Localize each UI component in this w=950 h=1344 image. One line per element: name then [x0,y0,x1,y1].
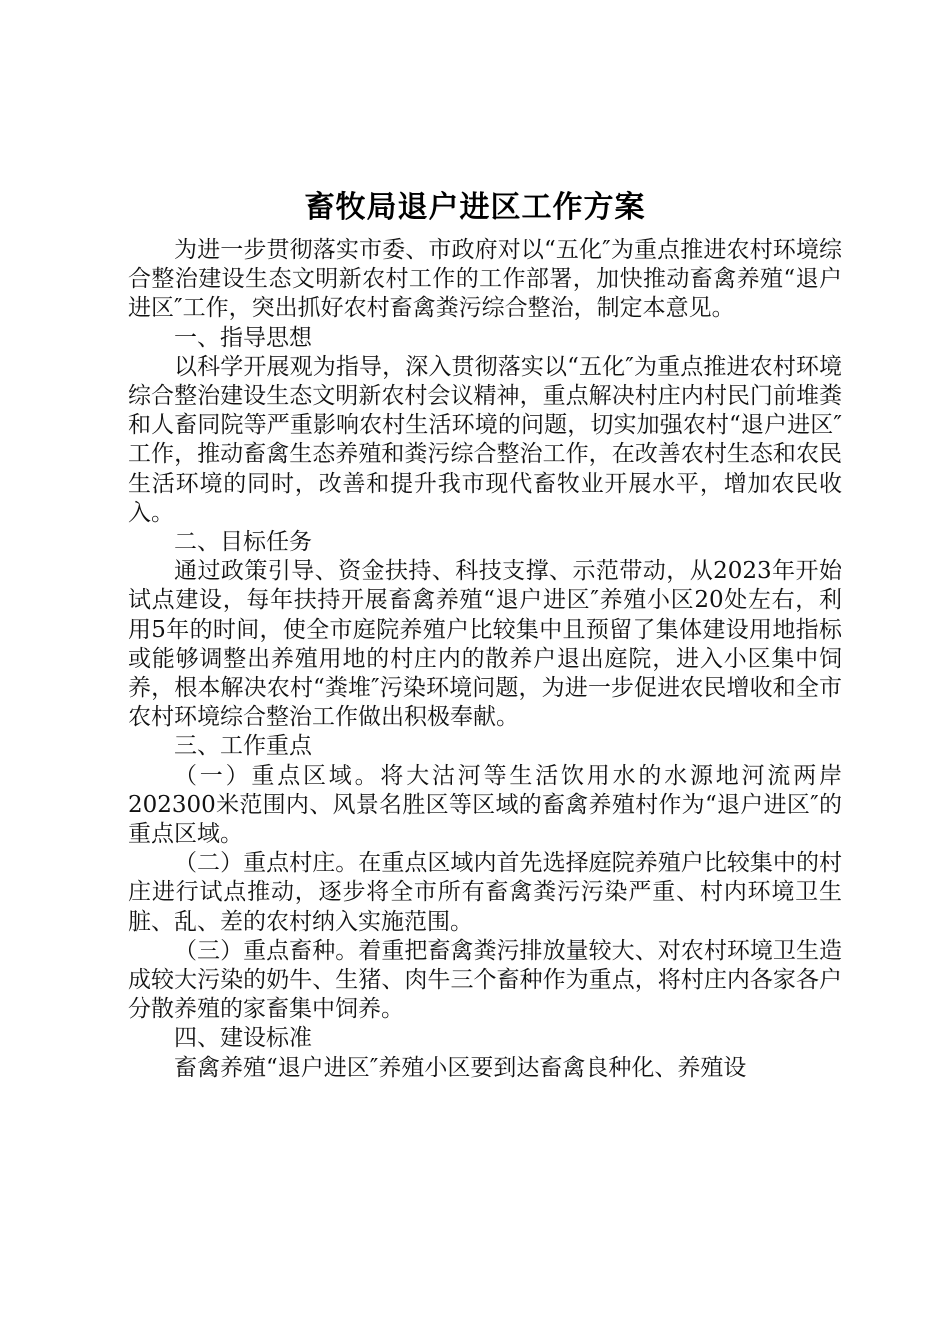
key-species-paragraph: （三）重点畜种。着重把畜禽粪污排放量较大、对农村环境卫生造成较大污染的奶牛、生猪、肉牛三个畜种作为重点，将村庄内各家各户分散养殖的家畜集中饲养。 [128,937,842,1023]
section-heading-goals: 二、目标任务 [174,529,312,556]
goals-paragraph: 通过政策引导、资金扶持、科技支撑、示范带动，从2023年开始试点建设，每年扶持开展畜禽养殖“退户进区″养殖小区20处左右，利用5年的时间，使全市庭院养殖户比较集中且预留了集体建设用地指标或能够调整出养殖用地的村庄内的散养户退出庭院，进入小区集中饲养，根本解决农村“粪堆″污染环境问题，为进一步促进农民增收和全市农村环境综合整治工作做出积极奉献。 [128,558,842,731]
section-heading-standards: 四、建设标准 [174,1025,312,1052]
document-title: 畜牧局退户进区工作方案 [304,190,646,225]
key-areas-paragraph: （一）重点区域。将大沽河等生活饮用水的水源地河流两岸202300米范围内、风景名胜区等区域的畜禽养殖村作为“退户进区″的重点区域。 [128,762,842,848]
intro-paragraph: 为进一步贯彻落实市委、市政府对以“五化″为重点推进农村环境综合整治建设生态文明新农村工作的工作部署，加快推动畜禽养殖“退户进区″工作，突出抓好农村畜禽粪污综合整治，制定本意见。 [128,237,842,322]
section-heading-guiding-ideology: 一、指导思想 [174,324,312,351]
key-villages-paragraph: （二）重点村庄。在重点区域内首先选择庭院养殖户比较集中的村庄进行试点推动，逐步将全市所有畜禽粪污污染严重、村内环境卫生脏、乱、差的农村纳入实施范围。 [128,850,842,935]
document-body [128,236,842,1083]
section-heading-work-focus: 三、工作重点 [174,733,312,760]
guiding-ideology-paragraph: 以科学开展观为指导，深入贯彻落实以“五化″为重点推进农村环境综合整治建设生态文明新农村会议精神，重点解决村庄内村民门前堆粪和人畜同院等严重影响农村生活环境的问题，切实加强农村“退户进区″工作，推动畜禽生态养殖和粪污综合整治工作，在改善农村生态和农民生活环境的同时，改善和提升我市现代畜牧业开展水平，增加农民收入。 [128,353,842,526]
standards-paragraph: 畜禽养殖“退户进区″养殖小区要到达畜禽良种化、养殖设 [174,1054,747,1081]
